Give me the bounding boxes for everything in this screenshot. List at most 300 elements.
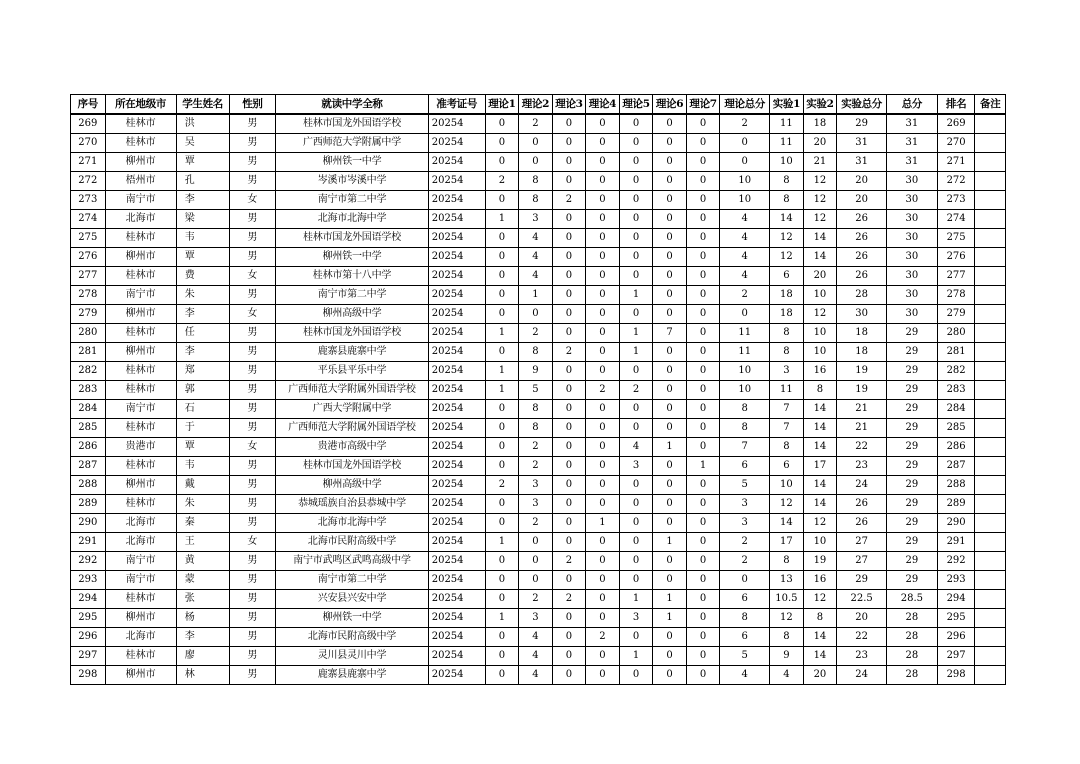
table-cell: 0 — [586, 666, 620, 685]
table-cell: 郭 — [176, 381, 229, 400]
table-cell: 柳州高级中学 — [276, 305, 428, 324]
table-cell: 0 — [720, 571, 770, 590]
column-header: 所在地级市 — [105, 95, 176, 115]
table-cell: 20254 — [428, 609, 485, 628]
table-row — [71, 476, 1006, 495]
table-cell: 0 — [619, 628, 653, 647]
table-cell: 284 — [937, 400, 975, 419]
table-cell: 梁 — [176, 210, 229, 229]
table-cell — [975, 305, 1006, 324]
table-cell: 0 — [619, 400, 653, 419]
table-cell: 8 — [519, 191, 553, 210]
table-cell: 8 — [770, 343, 804, 362]
table-cell: 男 — [229, 590, 276, 609]
table-cell: 14 — [803, 229, 837, 248]
table-row — [71, 647, 1006, 666]
table-cell: 0 — [653, 229, 687, 248]
table-cell: 30 — [887, 229, 938, 248]
table-cell: 285 — [937, 419, 975, 438]
table-cell: 29 — [887, 343, 938, 362]
table-cell: 1 — [519, 286, 553, 305]
table-cell — [975, 114, 1006, 134]
table-cell: 0 — [653, 552, 687, 571]
table-cell: 10 — [803, 533, 837, 552]
column-header: 总分 — [887, 95, 938, 115]
table-cell: 男 — [229, 324, 276, 343]
table-cell: 20254 — [428, 628, 485, 647]
table-cell: 0 — [586, 552, 620, 571]
table-cell: 0 — [552, 324, 586, 343]
table-cell: 0 — [552, 495, 586, 514]
table-cell: 296 — [937, 628, 975, 647]
table-cell: 0 — [653, 267, 687, 286]
table-cell: 林 — [176, 666, 229, 685]
table-cell: 男 — [229, 666, 276, 685]
table-cell: 10.5 — [770, 590, 804, 609]
table-cell: 281 — [937, 343, 975, 362]
table-row — [71, 514, 1006, 533]
table-cell: 275 — [71, 229, 106, 248]
table-cell — [975, 248, 1006, 267]
table-cell: 0 — [485, 343, 519, 362]
table-cell: 李 — [176, 305, 229, 324]
table-cell: 0 — [686, 153, 720, 172]
table-cell: 30 — [887, 191, 938, 210]
table-row — [71, 229, 1006, 248]
table-cell: 12 — [770, 609, 804, 628]
table-cell: 男 — [229, 571, 276, 590]
table-cell: 20254 — [428, 229, 485, 248]
table-row — [71, 495, 1006, 514]
table-cell: 20254 — [428, 514, 485, 533]
table-cell: 柳州高级中学 — [276, 476, 428, 495]
table-cell: 0 — [586, 533, 620, 552]
table-cell: 0 — [485, 628, 519, 647]
table-cell: 1 — [619, 647, 653, 666]
table-cell: 0 — [552, 438, 586, 457]
table-cell: 朱 — [176, 495, 229, 514]
table-cell: 男 — [229, 229, 276, 248]
table-cell: 0 — [519, 533, 553, 552]
table-cell: 李 — [176, 628, 229, 647]
table-cell: 女 — [229, 438, 276, 457]
table-cell: 31 — [887, 134, 938, 153]
table-cell: 1 — [485, 381, 519, 400]
table-cell: 桂林市 — [105, 267, 176, 286]
table-cell: 0 — [552, 134, 586, 153]
table-cell: 孔 — [176, 172, 229, 191]
table-cell: 0 — [720, 134, 770, 153]
table-cell: 7 — [720, 438, 770, 457]
table-cell: 20254 — [428, 362, 485, 381]
table-cell: 0 — [686, 609, 720, 628]
table-cell: 0 — [686, 229, 720, 248]
table-cell: 0 — [619, 248, 653, 267]
table-cell: 岑溪市岑溪中学 — [276, 172, 428, 191]
table-cell: 2 — [519, 590, 553, 609]
table-row — [71, 400, 1006, 419]
table-cell: 293 — [71, 571, 106, 590]
table-cell: 0 — [653, 419, 687, 438]
table-cell: 洪 — [176, 114, 229, 134]
table-cell: 4 — [720, 210, 770, 229]
table-cell: 4 — [619, 438, 653, 457]
table-cell: 桂林市 — [105, 134, 176, 153]
table-cell: 2 — [552, 343, 586, 362]
table-cell: 柳州市 — [105, 666, 176, 685]
table-cell: 8 — [770, 552, 804, 571]
table-cell: 0 — [485, 571, 519, 590]
column-header: 学生姓名 — [176, 95, 229, 115]
table-cell: 14 — [803, 438, 837, 457]
table-cell: 0 — [653, 571, 687, 590]
table-cell: 2 — [519, 324, 553, 343]
column-header: 实验1 — [770, 95, 804, 115]
table-cell: 291 — [937, 533, 975, 552]
table-cell: 0 — [552, 514, 586, 533]
table-cell: 桂林市国龙外国语学校 — [276, 324, 428, 343]
table-cell: 0 — [686, 400, 720, 419]
table-cell: 0 — [653, 286, 687, 305]
table-cell: 0 — [586, 362, 620, 381]
table-cell: 297 — [71, 647, 106, 666]
table-cell: 0 — [586, 343, 620, 362]
table-cell: 20254 — [428, 438, 485, 457]
table-cell: 5 — [519, 381, 553, 400]
table-cell: 男 — [229, 286, 276, 305]
table-cell: 0 — [552, 647, 586, 666]
table-cell: 274 — [71, 210, 106, 229]
table-cell: 0 — [485, 191, 519, 210]
table-cell: 282 — [937, 362, 975, 381]
table-cell: 0 — [586, 476, 620, 495]
table-cell: 0 — [653, 495, 687, 514]
table-cell: 0 — [552, 153, 586, 172]
table-cell: 戴 — [176, 476, 229, 495]
table-cell: 7 — [770, 400, 804, 419]
table-row — [71, 571, 1006, 590]
table-cell: 0 — [586, 647, 620, 666]
table-cell: 0 — [485, 267, 519, 286]
table-cell: 桂林市 — [105, 495, 176, 514]
table-cell: 覃 — [176, 153, 229, 172]
table-cell: 12 — [803, 514, 837, 533]
table-cell: 20 — [837, 191, 887, 210]
table-cell: 0 — [552, 114, 586, 134]
table-row — [71, 114, 1006, 134]
table-cell: 0 — [686, 666, 720, 685]
table-cell: 0 — [485, 305, 519, 324]
table-cell: 费 — [176, 267, 229, 286]
table-cell: 0 — [519, 305, 553, 324]
table-cell: 5 — [720, 476, 770, 495]
table-cell: 287 — [71, 457, 106, 476]
table-cell: 南宁市第二中学 — [276, 571, 428, 590]
table-cell: 0 — [586, 191, 620, 210]
table-cell: 23 — [837, 457, 887, 476]
table-cell: 0 — [653, 457, 687, 476]
table-cell: 278 — [937, 286, 975, 305]
table-cell — [975, 647, 1006, 666]
table-row — [71, 248, 1006, 267]
table-cell: 0 — [653, 114, 687, 134]
table-cell: 0 — [552, 229, 586, 248]
table-cell: 桂林市 — [105, 647, 176, 666]
table-cell: 18 — [837, 343, 887, 362]
table-cell: 0 — [686, 114, 720, 134]
table-cell: 9 — [770, 647, 804, 666]
table-cell: 29 — [887, 381, 938, 400]
table-row — [71, 286, 1006, 305]
table-cell: 20 — [803, 134, 837, 153]
table-cell: 0 — [686, 514, 720, 533]
table-cell: 288 — [937, 476, 975, 495]
table-cell: 269 — [71, 114, 106, 134]
table-cell: 鹿寨县鹿寨中学 — [276, 666, 428, 685]
table-cell: 20254 — [428, 590, 485, 609]
table-cell: 8 — [519, 172, 553, 191]
table-row — [71, 153, 1006, 172]
table-row — [71, 305, 1006, 324]
table-cell: 0 — [586, 571, 620, 590]
table-cell: 4 — [770, 666, 804, 685]
table-cell: 298 — [937, 666, 975, 685]
column-header: 实验总分 — [837, 95, 887, 115]
table-cell: 289 — [937, 495, 975, 514]
table-cell: 2 — [586, 381, 620, 400]
table-cell: 12 — [803, 305, 837, 324]
table-cell: 北海市民附高级中学 — [276, 533, 428, 552]
table-cell: 2 — [552, 590, 586, 609]
table-cell: 贵港市高级中学 — [276, 438, 428, 457]
table-cell: 29 — [887, 324, 938, 343]
table-cell: 269 — [937, 114, 975, 134]
table-cell: 3 — [519, 495, 553, 514]
table-row — [71, 134, 1006, 153]
table-cell: 男 — [229, 153, 276, 172]
table-cell: 17 — [803, 457, 837, 476]
table-cell: 3 — [519, 210, 553, 229]
table-cell: 男 — [229, 514, 276, 533]
column-header: 备注 — [975, 95, 1006, 115]
table-cell: 8 — [519, 419, 553, 438]
table-cell: 广西师范大学附属中学 — [276, 134, 428, 153]
table-cell: 10 — [720, 191, 770, 210]
table-cell: 0 — [586, 153, 620, 172]
table-cell: 0 — [686, 590, 720, 609]
table-cell: 柳州市 — [105, 248, 176, 267]
table-cell: 0 — [686, 210, 720, 229]
table-row — [71, 267, 1006, 286]
table-cell: 0 — [586, 172, 620, 191]
table-cell: 8 — [519, 343, 553, 362]
column-header: 准考证号 — [428, 95, 485, 115]
table-cell: 桂林市国龙外国语学校 — [276, 114, 428, 134]
table-cell: 270 — [71, 134, 106, 153]
table-cell: 0 — [720, 305, 770, 324]
table-cell: 0 — [586, 305, 620, 324]
table-cell: 19 — [837, 362, 887, 381]
table-cell: 28 — [887, 609, 938, 628]
table-cell: 0 — [619, 114, 653, 134]
table-cell: 2 — [519, 457, 553, 476]
table-cell: 10 — [803, 343, 837, 362]
table-cell: 0 — [552, 286, 586, 305]
table-cell: 31 — [887, 153, 938, 172]
table-cell: 20 — [837, 172, 887, 191]
table-cell: 12 — [770, 495, 804, 514]
table-cell: 22 — [837, 628, 887, 647]
column-header: 理论7 — [686, 95, 720, 115]
table-cell: 广西大学附属中学 — [276, 400, 428, 419]
table-cell: 3 — [720, 514, 770, 533]
table-cell: 271 — [937, 153, 975, 172]
table-cell: 30 — [887, 172, 938, 191]
table-cell: 294 — [937, 590, 975, 609]
table-cell: 0 — [619, 191, 653, 210]
table-cell: 280 — [937, 324, 975, 343]
table-cell: 0 — [686, 362, 720, 381]
table-cell: 0 — [552, 210, 586, 229]
table-row — [71, 609, 1006, 628]
table-cell: 2 — [519, 514, 553, 533]
table-cell: 0 — [619, 571, 653, 590]
table-cell: 18 — [770, 286, 804, 305]
table-cell: 男 — [229, 419, 276, 438]
table-cell: 0 — [653, 666, 687, 685]
table-cell: 柳州市 — [105, 343, 176, 362]
table-cell: 0 — [519, 552, 553, 571]
table-cell: 南宁市 — [105, 286, 176, 305]
table-cell: 20254 — [428, 153, 485, 172]
table-cell: 29 — [837, 571, 887, 590]
table-cell: 黄 — [176, 552, 229, 571]
column-header: 理论1 — [485, 95, 519, 115]
table-row — [71, 191, 1006, 210]
table-cell — [975, 191, 1006, 210]
table-cell: 李 — [176, 191, 229, 210]
table-cell: 桂林市 — [105, 381, 176, 400]
table-cell: 郑 — [176, 362, 229, 381]
table-cell — [975, 419, 1006, 438]
table-cell — [975, 324, 1006, 343]
table-row — [71, 210, 1006, 229]
table-cell: 0 — [586, 229, 620, 248]
table-cell: 3 — [619, 609, 653, 628]
table-cell: 10 — [720, 362, 770, 381]
table-cell: 20254 — [428, 267, 485, 286]
table-cell: 2 — [720, 114, 770, 134]
table-cell: 0 — [485, 552, 519, 571]
table-cell: 0 — [552, 533, 586, 552]
table-cell: 0 — [619, 153, 653, 172]
table-cell: 平乐县平乐中学 — [276, 362, 428, 381]
table-cell: 0 — [485, 153, 519, 172]
table-cell: 3 — [770, 362, 804, 381]
table-cell: 北海市 — [105, 628, 176, 647]
table-cell: 13 — [770, 571, 804, 590]
table-cell: 2 — [485, 172, 519, 191]
table-cell: 1 — [653, 590, 687, 609]
table-cell: 鹿寨县鹿寨中学 — [276, 343, 428, 362]
table-cell: 0 — [586, 286, 620, 305]
table-cell: 289 — [71, 495, 106, 514]
table-cell: 277 — [937, 267, 975, 286]
table-cell: 0 — [619, 172, 653, 191]
table-cell: 0 — [686, 476, 720, 495]
table-cell — [975, 590, 1006, 609]
table-cell: 2 — [720, 552, 770, 571]
table-cell: 柳州市 — [105, 305, 176, 324]
table-cell: 0 — [686, 628, 720, 647]
table-cell: 0 — [686, 343, 720, 362]
table-cell: 0 — [686, 495, 720, 514]
table-cell: 0 — [552, 666, 586, 685]
table-row — [71, 533, 1006, 552]
table-cell: 北海市民附高级中学 — [276, 628, 428, 647]
table-cell: 北海市北海中学 — [276, 514, 428, 533]
table-cell: 292 — [937, 552, 975, 571]
table-cell: 0 — [552, 248, 586, 267]
column-header: 性别 — [229, 95, 276, 115]
table-cell: 王 — [176, 533, 229, 552]
table-cell: 2 — [720, 286, 770, 305]
table-cell: 0 — [686, 324, 720, 343]
table-cell: 桂林市 — [105, 229, 176, 248]
table-cell: 14 — [803, 400, 837, 419]
table-cell: 31 — [837, 134, 887, 153]
table-row — [71, 552, 1006, 571]
table-cell: 6 — [770, 267, 804, 286]
table-cell: 2 — [519, 438, 553, 457]
table-cell: 298 — [71, 666, 106, 685]
table-cell: 0 — [586, 400, 620, 419]
table-cell: 0 — [686, 419, 720, 438]
table-cell: 280 — [71, 324, 106, 343]
table-cell: 0 — [653, 210, 687, 229]
table-cell: 12 — [770, 248, 804, 267]
table-cell: 14 — [770, 514, 804, 533]
table-cell: 18 — [837, 324, 887, 343]
table-cell: 0 — [686, 172, 720, 191]
table-cell: 279 — [937, 305, 975, 324]
table-cell: 274 — [937, 210, 975, 229]
table-cell: 21 — [803, 153, 837, 172]
table-row — [71, 457, 1006, 476]
table-cell: 2 — [720, 533, 770, 552]
table-cell: 男 — [229, 457, 276, 476]
table-cell: 8 — [720, 400, 770, 419]
table-cell: 6 — [720, 590, 770, 609]
table-cell: 28 — [837, 286, 887, 305]
table-cell: 男 — [229, 552, 276, 571]
column-header: 实验2 — [803, 95, 837, 115]
table-cell: 294 — [71, 590, 106, 609]
table-cell: 南宁市武鸣区武鸣高级中学 — [276, 552, 428, 571]
table-cell: 8 — [803, 609, 837, 628]
table-cell: 278 — [71, 286, 106, 305]
table-cell: 0 — [653, 400, 687, 419]
table-cell: 7 — [653, 324, 687, 343]
table-cell: 286 — [937, 438, 975, 457]
table-row — [71, 628, 1006, 647]
table-cell: 0 — [686, 134, 720, 153]
table-cell: 男 — [229, 114, 276, 134]
table-cell: 0 — [519, 134, 553, 153]
table-cell: 2 — [485, 476, 519, 495]
table-cell: 女 — [229, 267, 276, 286]
table-cell: 杨 — [176, 609, 229, 628]
